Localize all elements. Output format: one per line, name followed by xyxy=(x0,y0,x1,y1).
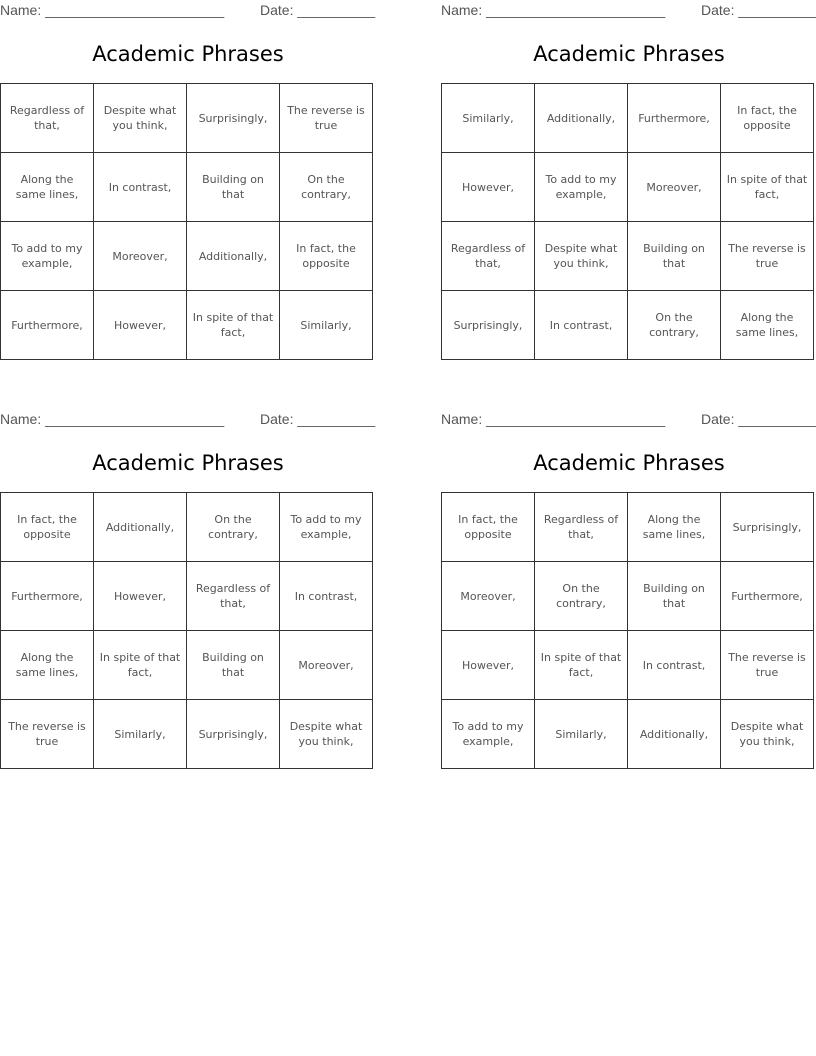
phrase-cell: To add to my example, xyxy=(280,493,373,562)
phrase-grid xyxy=(441,83,814,360)
card-header xyxy=(441,0,816,22)
phrase-cell: Surprisingly, xyxy=(187,84,280,153)
phrase-cell: To add to my example, xyxy=(442,700,535,769)
phrase-cell: In fact, the opposite xyxy=(1,493,94,562)
phrase-cell: However, xyxy=(442,631,535,700)
phrase-cell: Moreover, xyxy=(628,153,721,222)
grid-row xyxy=(1,153,373,222)
phrase-cell: Additionally, xyxy=(94,493,187,562)
phrase-cell: Despite what you think, xyxy=(535,222,628,291)
phrase-cell: Furthermore, xyxy=(628,84,721,153)
phrase-cell: In contrast, xyxy=(280,562,373,631)
phrase-cell: The reverse is true xyxy=(721,222,814,291)
phrase-cell: However, xyxy=(442,153,535,222)
phrase-cell: On the contrary, xyxy=(628,291,721,360)
date-field: Date: __________ xyxy=(260,411,376,427)
phrase-cell: Regardless of that, xyxy=(535,493,628,562)
phrase-cell: Despite what you think, xyxy=(94,84,187,153)
phrase-cell: The reverse is true xyxy=(1,700,94,769)
phrase-cell: Similarly, xyxy=(280,291,373,360)
grid-row xyxy=(1,291,373,360)
phrase-cell: To add to my example, xyxy=(1,222,94,291)
date-field: Date: __________ xyxy=(701,2,816,18)
phrase-cell: Additionally, xyxy=(628,700,721,769)
grid-row xyxy=(442,291,814,360)
phrase-cell: The reverse is true xyxy=(721,631,814,700)
phrase-cell: Similarly, xyxy=(94,700,187,769)
phrase-cell: Despite what you think, xyxy=(721,700,814,769)
card-header xyxy=(0,409,376,431)
phrase-cell: Similarly, xyxy=(442,84,535,153)
grid-row xyxy=(442,84,814,153)
phrase-cell: Moreover, xyxy=(442,562,535,631)
phrase-cell: On the contrary, xyxy=(280,153,373,222)
date-field: Date: __________ xyxy=(260,2,376,18)
grid-row xyxy=(442,700,814,769)
name-field: Name: _______________________ xyxy=(441,411,666,427)
phrase-cell: Moreover, xyxy=(94,222,187,291)
phrase-cell: Furthermore, xyxy=(1,562,94,631)
card-title: Academic Phrases xyxy=(533,451,725,475)
date-field: Date: __________ xyxy=(701,411,816,427)
phrase-cell: In spite of that fact, xyxy=(94,631,187,700)
phrase-cell: However, xyxy=(94,291,187,360)
phrase-cell: However, xyxy=(94,562,187,631)
phrase-cell: In contrast, xyxy=(94,153,187,222)
grid-row xyxy=(442,493,814,562)
grid-row xyxy=(1,84,373,153)
phrase-cell: In spite of that fact, xyxy=(535,631,628,700)
phrase-cell: Moreover, xyxy=(280,631,373,700)
phrase-cell: Building on that xyxy=(628,562,721,631)
phrase-cell: To add to my example, xyxy=(535,153,628,222)
phrase-cell: Building on that xyxy=(187,631,280,700)
phrase-cell: Surprisingly, xyxy=(442,291,535,360)
grid-row xyxy=(1,700,373,769)
card-header xyxy=(0,0,376,22)
phrase-cell: Regardless of that, xyxy=(187,562,280,631)
phrase-cell: Along the same lines, xyxy=(721,291,814,360)
phrase-cell: Regardless of that, xyxy=(442,222,535,291)
phrase-cell: In fact, the opposite xyxy=(442,493,535,562)
phrase-cell: In spite of that fact, xyxy=(187,291,280,360)
grid-row xyxy=(1,562,373,631)
phrase-cell: Furthermore, xyxy=(1,291,94,360)
phrase-cell: Building on that xyxy=(187,153,280,222)
phrase-cell: In contrast, xyxy=(628,631,721,700)
phrase-cell: The reverse is true xyxy=(280,84,373,153)
card-header xyxy=(441,409,816,431)
phrase-cell: Additionally, xyxy=(187,222,280,291)
phrase-cell: Along the same lines, xyxy=(1,631,94,700)
phrase-cell: Similarly, xyxy=(535,700,628,769)
phrase-cell: In spite of that fact, xyxy=(721,153,814,222)
phrase-cell: Along the same lines, xyxy=(628,493,721,562)
grid-row xyxy=(442,153,814,222)
phrase-cell: Surprisingly, xyxy=(721,493,814,562)
name-field: Name: _______________________ xyxy=(0,411,225,427)
phrase-cell: Surprisingly, xyxy=(187,700,280,769)
name-field: Name: _______________________ xyxy=(441,2,666,18)
grid-row xyxy=(1,493,373,562)
phrase-cell: On the contrary, xyxy=(187,493,280,562)
grid-row xyxy=(442,222,814,291)
phrase-grid xyxy=(441,492,814,769)
card-title: Academic Phrases xyxy=(533,42,725,66)
phrase-cell: In contrast, xyxy=(535,291,628,360)
phrase-grid xyxy=(0,492,373,769)
phrase-cell: In fact, the opposite xyxy=(721,84,814,153)
phrase-cell: Building on that xyxy=(628,222,721,291)
card-title: Academic Phrases xyxy=(92,451,284,475)
phrase-cell: In fact, the opposite xyxy=(280,222,373,291)
phrase-cell: Along the same lines, xyxy=(1,153,94,222)
phrase-cell: Additionally, xyxy=(535,84,628,153)
phrase-grid xyxy=(0,83,373,360)
grid-row xyxy=(442,562,814,631)
phrase-cell: On the contrary, xyxy=(535,562,628,631)
phrase-cell: Regardless of that, xyxy=(1,84,94,153)
grid-row xyxy=(1,222,373,291)
grid-row xyxy=(1,631,373,700)
card-title: Academic Phrases xyxy=(92,42,284,66)
phrase-cell: Despite what you think, xyxy=(280,700,373,769)
name-field: Name: _______________________ xyxy=(0,2,225,18)
grid-row xyxy=(442,631,814,700)
phrase-cell: Furthermore, xyxy=(721,562,814,631)
